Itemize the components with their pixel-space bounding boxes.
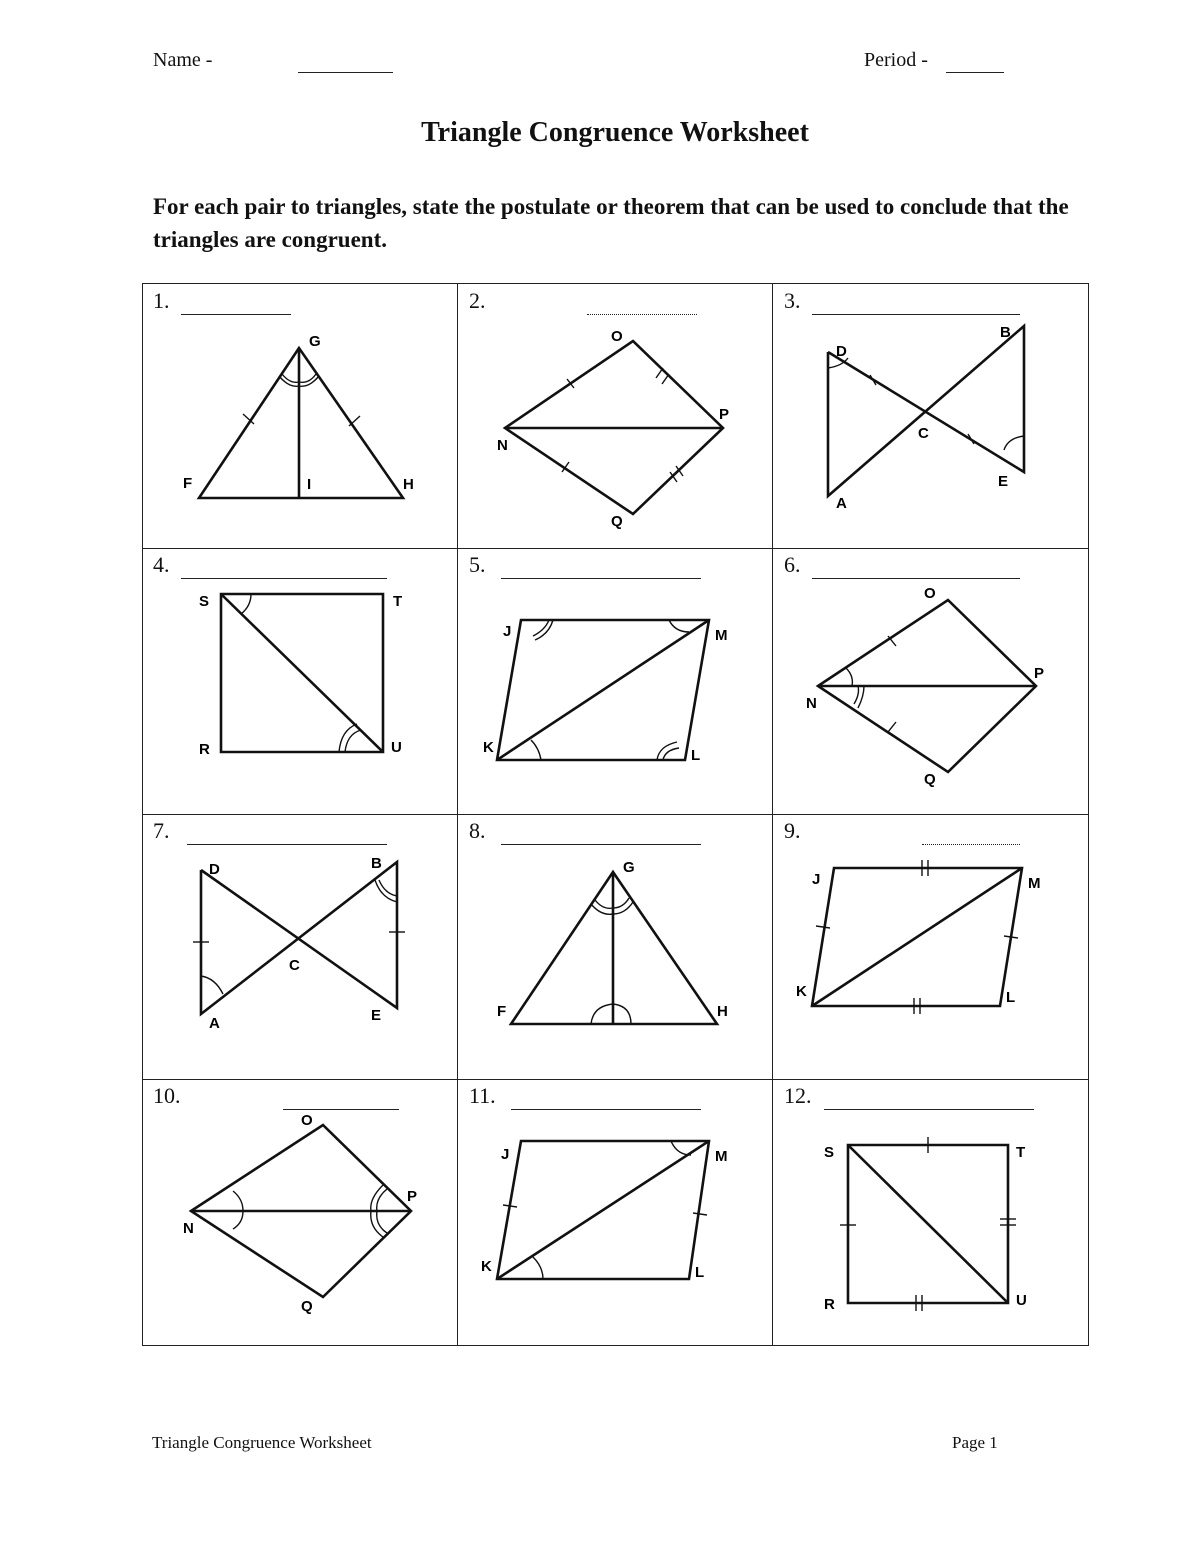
page-number: Page 1	[952, 1433, 998, 1452]
triangle-figure	[143, 548, 457, 814]
triangle-figure	[457, 284, 772, 548]
vertex-label: F	[497, 1003, 507, 1020]
problem-number: 12.	[784, 1083, 812, 1108]
triangle-figure	[457, 814, 772, 1079]
vertex-label: K	[481, 1258, 492, 1275]
problem-number: 1.	[153, 288, 170, 313]
problem-number: 4.	[153, 552, 170, 577]
vertex-label: D	[209, 861, 220, 878]
problem-number: 8.	[469, 818, 486, 843]
vertex-label: M	[1028, 875, 1041, 892]
period-field[interactable]	[946, 54, 1004, 78]
problem-number: 3.	[784, 288, 801, 313]
vertex-label: G	[623, 859, 635, 876]
vertex-label: B	[371, 855, 382, 872]
problem-2	[457, 284, 772, 548]
vertex-label: S	[199, 593, 210, 610]
problem-9	[772, 814, 1090, 1079]
vertex-label: H	[717, 1003, 728, 1020]
problem-8	[457, 814, 772, 1079]
vertex-label: J	[503, 623, 512, 640]
triangle-figure	[143, 814, 457, 1079]
vertex-label: Q	[924, 771, 936, 788]
vertex-label: Q	[611, 513, 623, 530]
vertex-label: M	[715, 1148, 728, 1165]
problem-number: 7.	[153, 818, 170, 843]
vertex-label: N	[183, 1220, 194, 1237]
vertex-label: E	[371, 1007, 382, 1024]
triangle-figure	[143, 284, 457, 548]
period-label: Period -	[864, 49, 928, 71]
problem-1	[143, 284, 457, 548]
vertex-label: K	[483, 739, 494, 756]
vertex-label: R	[199, 741, 210, 758]
triangle-figure	[457, 1079, 772, 1347]
vertex-label: T	[1016, 1144, 1026, 1161]
vertex-label: M	[715, 627, 728, 644]
vertex-label: F	[183, 475, 193, 492]
problem-12	[772, 1079, 1090, 1347]
vertex-label: R	[824, 1296, 835, 1313]
vertex-label: O	[301, 1112, 313, 1129]
vertex-label: K	[796, 983, 807, 1000]
vertex-label: A	[209, 1015, 220, 1032]
footer-title: Triangle Congruence Worksheet	[152, 1433, 372, 1452]
vertex-label: Q	[301, 1298, 313, 1315]
vertex-label: L	[695, 1264, 705, 1281]
vertex-label: O	[611, 328, 623, 345]
triangle-figure	[143, 1079, 457, 1347]
vertex-label: A	[836, 495, 847, 512]
vertex-label: B	[1000, 324, 1011, 341]
vertex-label: P	[719, 406, 730, 423]
vertex-label: G	[309, 333, 321, 350]
instructions: For each pair to triangles, state the postulate or theorem that can be used to conclude that the triangles are congruent.	[153, 194, 1069, 252]
triangle-figure	[772, 548, 1090, 814]
problem-4	[143, 548, 457, 814]
name-label: Name -	[153, 49, 213, 71]
problem-6	[772, 548, 1090, 814]
vertex-label: L	[1006, 989, 1016, 1006]
problem-number: 2.	[469, 288, 486, 313]
problem-number: 6.	[784, 552, 801, 577]
page-title: Triangle Congruence Worksheet	[421, 117, 809, 148]
triangle-figure	[772, 814, 1090, 1079]
vertex-label: N	[806, 695, 817, 712]
problem-number: 9.	[784, 818, 801, 843]
problem-7	[143, 814, 457, 1079]
vertex-label: O	[924, 585, 936, 602]
problem-number: 11.	[469, 1083, 496, 1108]
vertex-label: J	[501, 1146, 510, 1163]
vertex-label: I	[307, 476, 312, 493]
vertex-label: U	[391, 739, 402, 756]
triangle-figure	[457, 548, 772, 814]
vertex-label: E	[998, 473, 1009, 490]
problem-11	[457, 1079, 772, 1347]
vertex-label: S	[824, 1144, 835, 1161]
problem-10	[143, 1079, 457, 1347]
triangle-figure	[772, 284, 1090, 548]
vertex-label: P	[407, 1188, 418, 1205]
vertex-label: C	[289, 957, 300, 974]
problem-grid	[142, 283, 1089, 1346]
vertex-label: T	[393, 593, 403, 610]
problem-5	[457, 548, 772, 814]
vertex-label: J	[812, 871, 821, 888]
problem-3	[772, 284, 1090, 548]
problem-number: 5.	[469, 552, 486, 577]
vertex-label: D	[836, 343, 847, 360]
vertex-label: H	[403, 476, 414, 493]
name-field[interactable]	[298, 54, 393, 78]
vertex-label: P	[1034, 665, 1045, 682]
vertex-label: C	[918, 425, 929, 442]
vertex-label: U	[1016, 1292, 1027, 1309]
problem-number: 10.	[153, 1083, 181, 1108]
vertex-label: L	[691, 747, 701, 764]
triangle-figure	[772, 1079, 1090, 1347]
vertex-label: N	[497, 437, 508, 454]
